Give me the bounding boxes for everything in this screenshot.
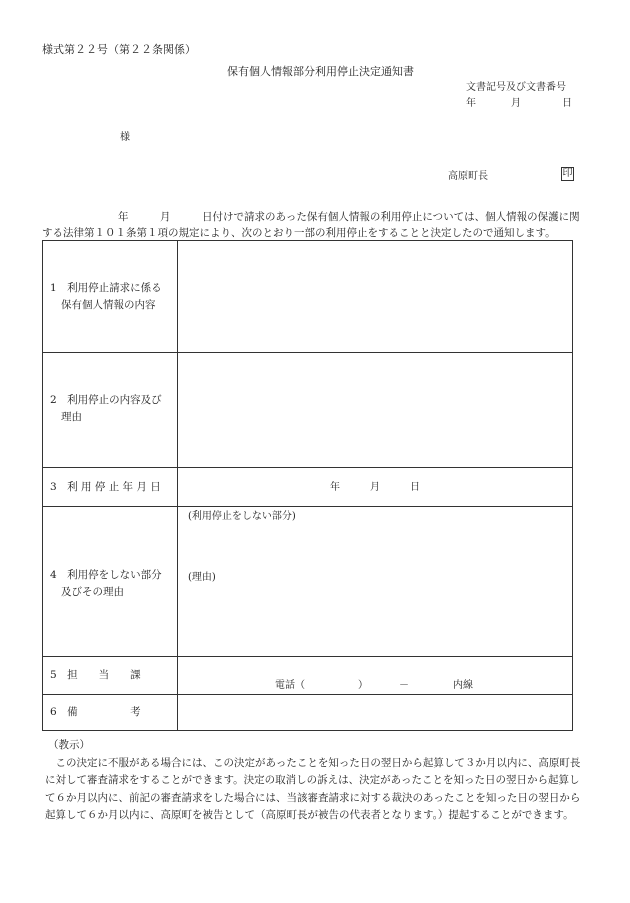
seal-mark: 印 [562,168,573,179]
stop-date-value: 年 月 日 [330,482,420,493]
row-3-label: 3 利 用 停 止 年 月 日 [50,481,161,493]
phone-close-paren: ） [358,680,368,691]
notice-heading: （教示） [48,739,90,751]
row-4-label-line-1: 4 利用停をしない部分 [50,569,162,581]
phone-extension-label: 内線 [453,680,473,691]
row-1-label [50,280,162,314]
phone-label: 電話（ [275,680,305,691]
row-divider [43,352,572,353]
phone-dash: － [399,680,409,691]
decision-form-table [42,240,573,731]
row-4-label [50,567,162,601]
appeal-notice [42,737,582,825]
reason-sublabel: (理由) [188,572,216,583]
row-6-label: 6 備 考 [50,706,141,718]
form-number: 様式第２２号（第２２条関係） [42,43,196,56]
row-2-label-line-2: 理由 [61,411,82,423]
document-title: 保有個人情報部分利用停止決定通知書 [227,65,414,78]
notice-text: この決定に不服がある場合には、この決定があったことを知った日の翌日から起算して３か月以内に、高原町長に対して審査請求をすることができます。決定の取消しの訴えは、決定があったことを知った日の翌日から起算して６か月以内に、前記の審査請求をした場合には、当該審査請求に対する裁決のあったことを知った日の翌日から起算して６か月以内に、高原町を被告として（高原町長が被告の代表者となります。）提起することができます。 [45,756,581,821]
addressee-honorific: 様 [120,132,130,143]
intro-line-1: 年 月 日付けで請求のあった保有個人情報の利用停止については、個人情報の保護に関 [118,211,580,223]
row-1-label-line-1: 1 利用停止請求に係る [50,282,162,294]
row-4-label-line-2: 及びその理由 [61,586,124,598]
date-day-label: 日 [562,98,572,109]
intro-line-2: する法律第１０１条第１項の規定により、次のとおり一部の利用停止をすることと決定したので通知します。 [42,227,556,239]
document-reference-label: 文書記号及び文書番号 [466,82,566,93]
non-stop-part-sublabel: (利用停止をしない部分) [188,511,296,522]
date-month-label: 月 [511,98,521,109]
row-2-label-line-1: 2 利用停止の内容及び [50,394,162,406]
row-1-label-line-2: 保有個人情報の内容 [61,299,156,311]
row-divider [43,656,572,657]
row-divider [43,467,572,468]
issuer-name: 高原町長 [448,171,488,182]
row-5-label: 5 担 当 課 [50,669,141,681]
row-2-label [50,392,162,426]
row-divider [43,694,572,695]
intro-paragraph [42,209,582,241]
row-divider [43,506,572,507]
date-year-label: 年 [466,98,476,109]
